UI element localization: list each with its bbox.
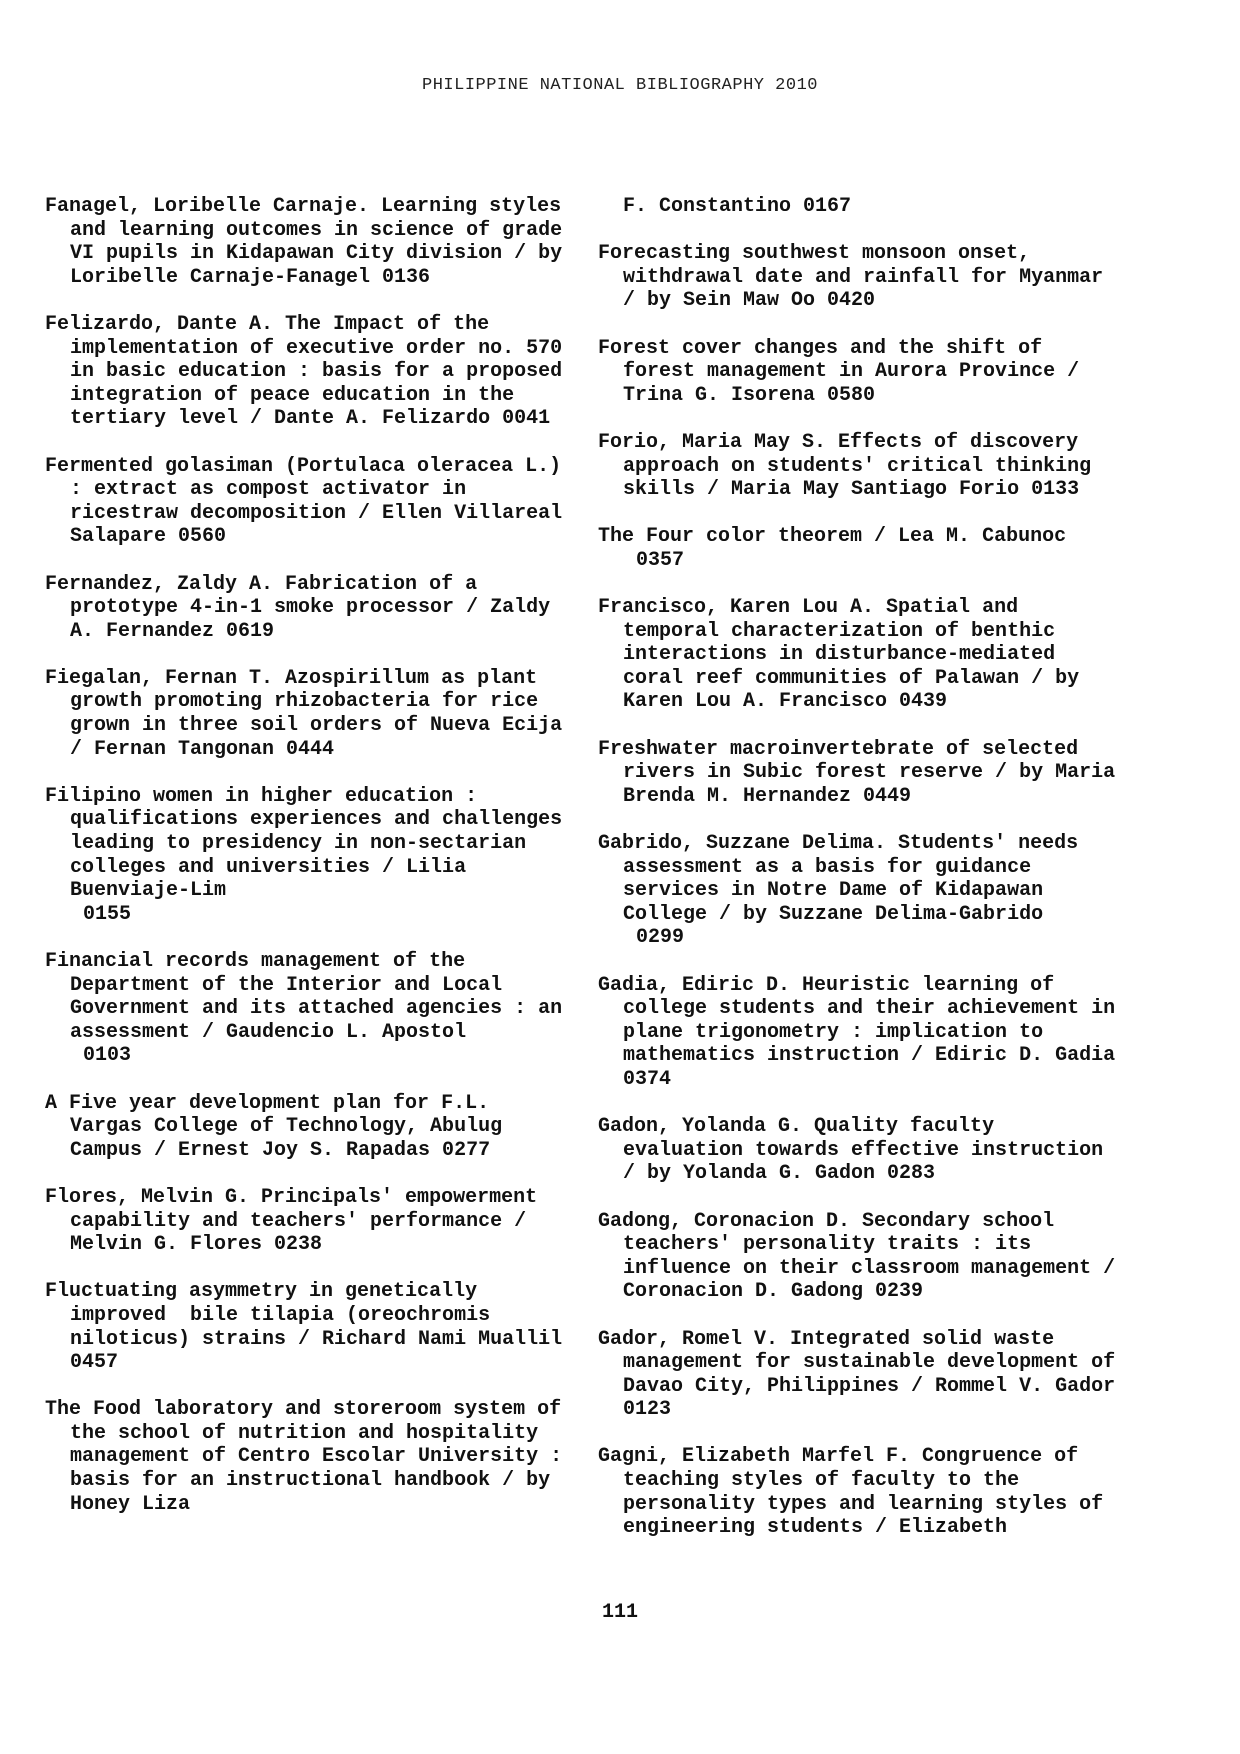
entry-text: Gadia, Ediric D. Heuristic learning of college students and their achievement in plane trigonometry : implication to mathematics instruction / Ediric D. Gadia 0374: [598, 973, 1128, 1091]
entry-text: Gabrido, Suzzane Delima. Students' needs assessment as a basis for guidance services in Notre Dame of Kidapawan College / by Suzzane Delima-Gabrido: [598, 832, 1091, 926]
entry-text: F. Constantino 0167: [623, 195, 852, 218]
bibliography-entry: [598, 596, 1118, 714]
entry-text: Gadong, Coronacion D. Secondary school teachers' personality traits : its influence on their classroom management / Coronacion D. Gadong 0239: [598, 1209, 1128, 1304]
bibliography-entry: [45, 950, 575, 1068]
bibliography-entry-continued: [598, 195, 1118, 219]
entry-text: Gador, Romel V. Integrated solid waste management for sustainable development of Davao City, Philippines / Rommel V. Gador 0123: [598, 1327, 1128, 1422]
entry-text: Financial records management of the Department of the Interior and Local Government and its attached agencies : an assessment / Gaudencio L. Apostol: [45, 950, 575, 1044]
bibliography-entry: [598, 973, 1128, 1092]
entry-text: The Food laboratory and storeroom system of the school of nutrition and hospitality management of Centro Escolar University : basis for an instructional handbook / by Honey Liza: [45, 1398, 575, 1516]
entry-number: 0299: [636, 926, 685, 950]
bibliography-entry: [598, 337, 1118, 408]
left-column: [45, 195, 575, 1540]
bibliography-entry: [45, 666, 575, 761]
entry-number: 0357: [636, 548, 685, 572]
bibliography-entry: [45, 454, 575, 549]
bibliography-entry: [45, 1280, 575, 1375]
bibliography-entry: [45, 573, 565, 644]
bibliography-entry: [45, 1186, 565, 1257]
entry-text: Forest cover changes and the shift of forest management in Aurora Province / Trina G. Isorena 0580: [598, 336, 1092, 407]
entry-text: Francisco, Karen Lou A. Spatial and temporal characterization of benthic interactions in disturbance-mediated coral reef communities of Palawan / by Karen Lou A. Francisco 0439: [598, 596, 1092, 714]
bibliography-entry: [45, 1092, 565, 1163]
entry-text: Freshwater macroinvertebrate of selected rivers in Subic forest reserve / by Maria Brenda M. Hernandez 0449: [598, 737, 1128, 808]
bibliography-entry: [45, 1398, 575, 1516]
bibliography-entry: [598, 737, 1128, 809]
entry-text: A Five year development plan for F.L. Vargas College of Technology, Abulug Campus / Ernest Joy S. Rapadas 0277: [45, 1091, 515, 1162]
entry-text: Forecasting southwest monsoon onset, withdrawal date and rainfall for Myanmar / by Sein Maw Oo 0420: [598, 242, 1116, 313]
bibliography-entry: [598, 1327, 1128, 1422]
entry-text: Fluctuating asymmetry in genetically improved bile tilapia (oreochromis niloticus) strains / Richard Nami Muallil 0457: [45, 1280, 575, 1375]
bibliography-entry: [598, 1209, 1128, 1304]
bibliography-entry: [598, 1115, 1118, 1186]
entry-text: The Four color theorem / Lea M. Cabunoc: [598, 525, 1067, 549]
bibliography-entry: [598, 431, 1118, 502]
entry-number: 0155: [83, 902, 132, 926]
running-title: PHILIPPINE NATIONAL BIBLIOGRAPHY 2010: [422, 76, 818, 95]
entry-text: Fernandez, Zaldy A. Fabrication of a prototype 4-in-1 smoke processor / Zaldy A. Fernandez 0619: [45, 572, 563, 643]
entry-text: Fanagel, Loribelle Carnaje. Learning styles and learning outcomes in science of grade VI pupils in Kidapawan City division / by Loribelle Carnaje-Fanagel 0136: [45, 195, 575, 289]
bibliography-entry: [598, 1445, 1118, 1539]
entry-number: 0103: [83, 1044, 132, 1068]
entry-text: Fiegalan, Fernan T. Azospirillum as plant growth promoting rhizobacteria for rice grown in three soil orders of Nueva Ecija / Fernan Tangonan 0444: [45, 666, 575, 761]
entry-text: Felizardo, Dante A. The Impact of the implementation of executive order no. 570 in basic education : basis for a proposed integration of peace education in the tertiary level / Dante A. Felizardo 0041: [45, 312, 575, 431]
bibliography-entry: [598, 242, 1118, 313]
page-number: 111: [601, 1601, 638, 1624]
entry-text: Flores, Melvin G. Principals' empowerment capability and teachers' performance / Melvin G. Flores 0238: [45, 1185, 562, 1257]
entry-text: Fermented golasiman (Portulaca oleracea L.) : extract as compost activator in ricestraw decomposition / Ellen Villareal Salapare 0560: [45, 454, 575, 549]
entry-text: Forio, Maria May S. Effects of discovery approach on students' critical thinking skills / Maria May Santiago Forio 0133: [598, 430, 1104, 502]
entry-text: Filipino women in higher education : qualifications experiences and challenges leading to presidency in non-sectarian colleges and universities / Lilia Buenviaje-Lim: [45, 784, 575, 903]
entry-text: Gagni, Elizabeth Marfel F. Congruence of teaching styles of faculty to the personality types and learning styles of engineering students / Elizabeth: [598, 1445, 1116, 1540]
right-column: [598, 195, 1128, 1563]
entry-text: Gadon, Yolanda G. Quality faculty evaluation towards effective instruction / by Yolanda G. Gadon 0283: [598, 1115, 1116, 1186]
bibliography-entry: [598, 525, 1118, 572]
bibliography-entry: [45, 195, 575, 289]
bibliography-entry: [45, 784, 575, 927]
bibliography-entry: [598, 832, 1118, 950]
bibliography-entry: [45, 312, 575, 431]
